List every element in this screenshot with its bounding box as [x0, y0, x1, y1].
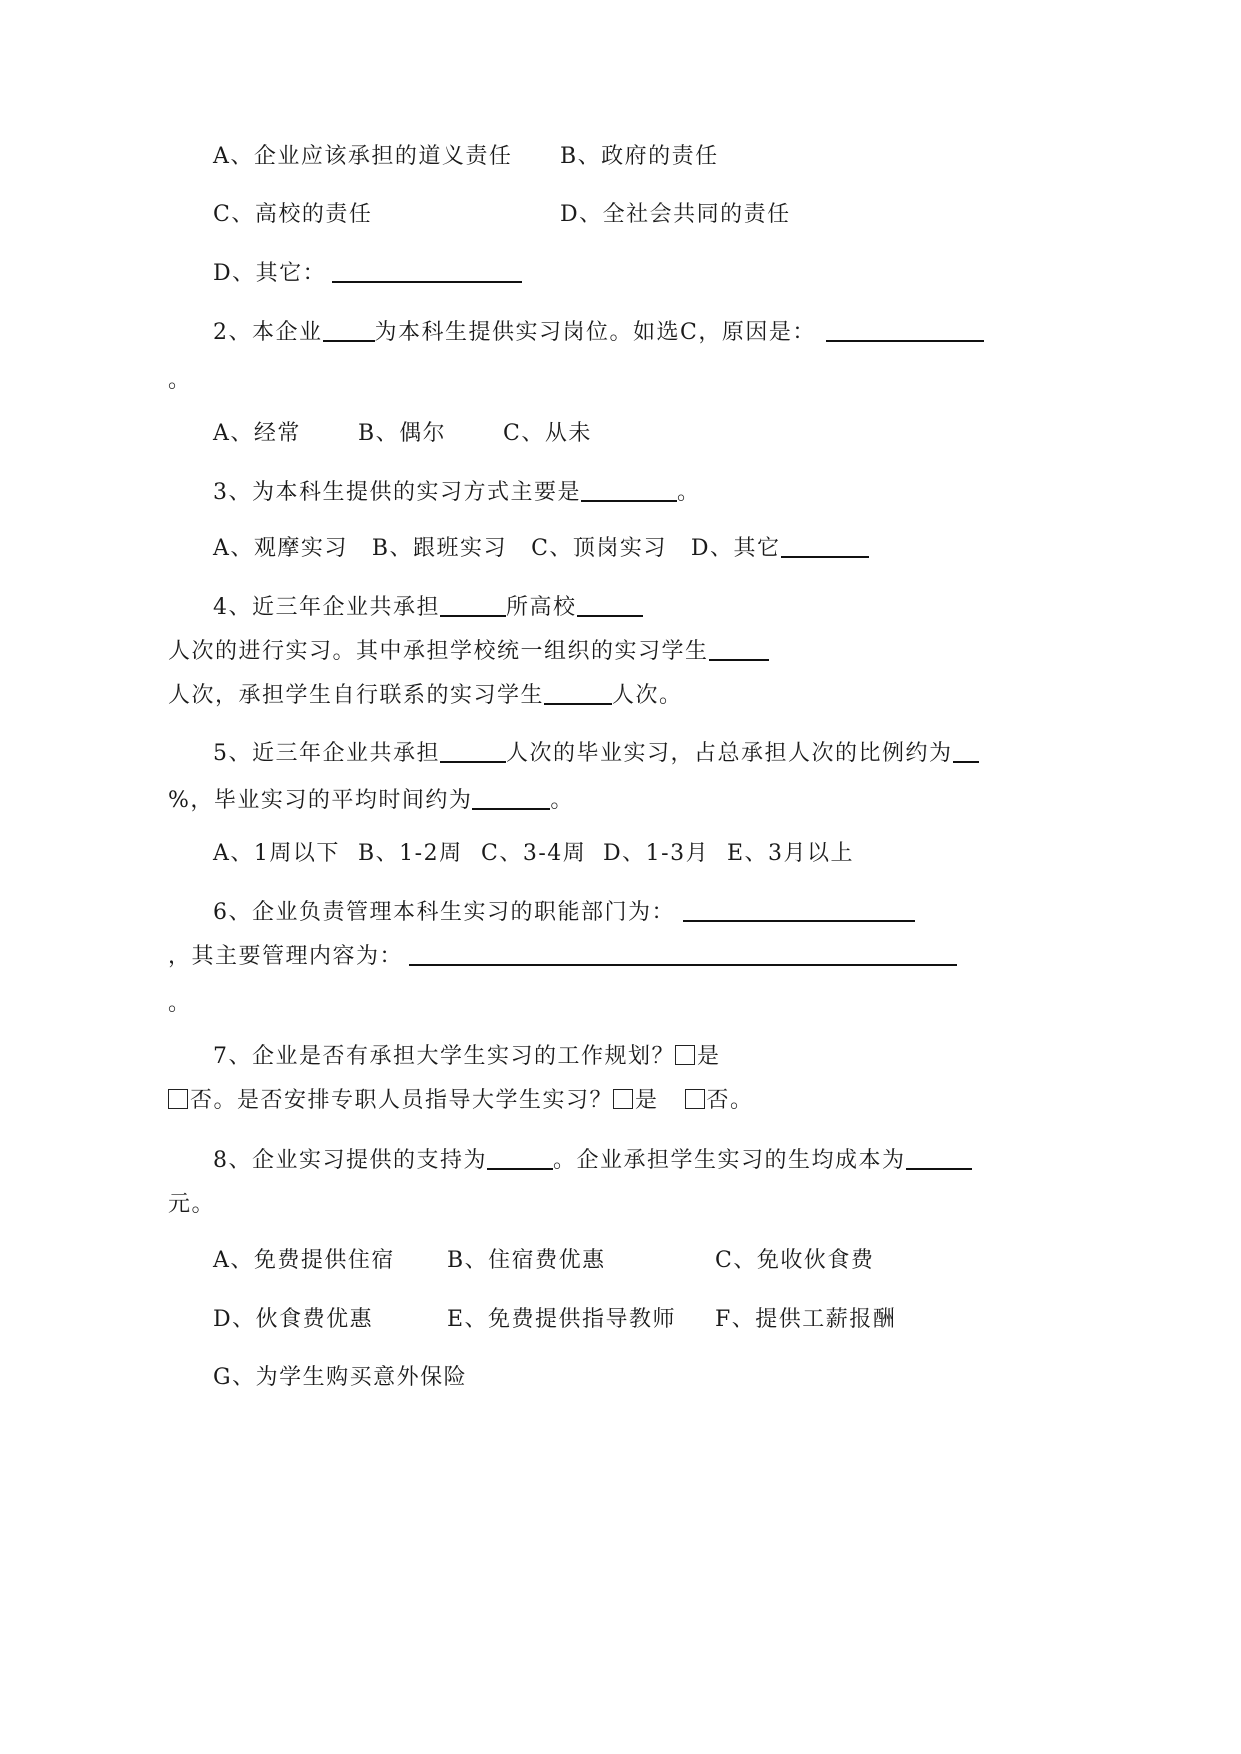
q4-line2: 人次的进行实习。其中承担学校统一组织的实习学生 — [168, 636, 769, 668]
q8-option-e: E、免费提供指导教师 — [447, 1307, 677, 1332]
q2-option-c: C、从未 — [503, 421, 592, 446]
q7-plan-yes-checkbox[interactable] — [675, 1045, 695, 1065]
q1-option-other: D、其它： — [213, 258, 522, 290]
q8-option-a: A、免费提供住宿 — [213, 1248, 395, 1273]
q6-question: 6、企业负责管理本科生实习的职能部门为： — [213, 897, 915, 929]
q6-line2: ，其主要管理内容为： — [168, 941, 957, 973]
q5-option-c: C、3-4周 — [481, 841, 587, 866]
q8-option-g: G、为学生购买意外保险 — [213, 1365, 468, 1390]
q4-organized-blank[interactable] — [709, 637, 769, 661]
q1-option-c: C、高校的责任 — [213, 202, 373, 227]
q6-content-blank[interactable] — [409, 942, 957, 966]
q2-option-b: B、偶尔 — [358, 421, 447, 446]
q7-line2: 否。是否安排专职人员指导大学生实习？ 是 否。 — [168, 1085, 754, 1117]
q7-plan-no-checkbox[interactable] — [168, 1089, 188, 1109]
q1-option-d: D、全社会共同的责任 — [560, 202, 791, 227]
q8-line2: 元。 — [168, 1192, 216, 1217]
q6-department-blank[interactable] — [683, 898, 915, 922]
q7-staff-no-checkbox[interactable] — [685, 1089, 705, 1109]
q4-self-blank[interactable] — [544, 681, 612, 705]
q3-other-blank[interactable] — [781, 534, 869, 558]
q8-option-f: F、提供工薪报酬 — [715, 1307, 897, 1332]
q8-cost-blank[interactable] — [906, 1146, 972, 1170]
q2-end: 。 — [168, 368, 192, 393]
q7-staff-yes-checkbox[interactable] — [613, 1089, 633, 1109]
q2-question: 2、本企业 为本科生提供实习岗位。如选C，原因是： — [213, 317, 984, 349]
q4-line3: 人次，承担学生自行联系的实习学生 人次。 — [168, 683, 683, 708]
q8-question: 8、企业实习提供的支持为 。企业承担学生实习的生均成本为 — [213, 1145, 972, 1177]
q4-question: 4、近三年企业共承担 所高校 — [213, 592, 643, 624]
q1-option-a: A、企业应该承担的道义责任 — [213, 144, 513, 169]
q5-ratio-blank[interactable] — [953, 739, 979, 763]
q5-option-b: B、1-2周 — [358, 841, 463, 866]
q2-frequency-blank[interactable] — [323, 318, 375, 342]
q4-schools-blank[interactable] — [440, 593, 506, 617]
q6-end: 。 — [168, 991, 192, 1016]
q8-option-b: B、住宿费优惠 — [447, 1248, 606, 1273]
q5-duration-blank[interactable] — [472, 786, 550, 810]
q2-reason-blank[interactable] — [826, 318, 984, 342]
q8-option-c: C、免收伙食费 — [715, 1248, 875, 1273]
q7-question: 7、企业是否有承担大学生实习的工作规划？ 是 — [213, 1044, 721, 1069]
q8-support-blank[interactable] — [487, 1146, 553, 1170]
q5-line2: %，毕业实习的平均时间约为 。 — [168, 788, 574, 813]
q5-option-d: D、1-3月 — [603, 841, 710, 866]
q4-students-blank[interactable] — [577, 593, 643, 617]
q1-other-blank[interactable] — [332, 259, 522, 283]
q3-options: A、观摩实习 B、跟班实习 C、顶岗实习 D、其它 — [213, 533, 869, 565]
q5-question: 5、近三年企业共承担 人次的毕业实习，占总承担人次的比例约为 — [213, 738, 979, 770]
q5-option-a: A、1周以下 — [213, 841, 340, 866]
q2-option-a: A、经常 — [213, 421, 301, 446]
q1-option-b: B、政府的责任 — [560, 144, 719, 169]
q5-count-blank[interactable] — [440, 739, 506, 763]
q3-method-blank[interactable] — [581, 478, 677, 502]
q5-option-e: E、3月以上 — [727, 841, 855, 866]
q8-option-d: D、伙食费优惠 — [213, 1307, 374, 1332]
q3-question: 3、为本科生提供的实习方式主要是 。 — [213, 480, 701, 505]
